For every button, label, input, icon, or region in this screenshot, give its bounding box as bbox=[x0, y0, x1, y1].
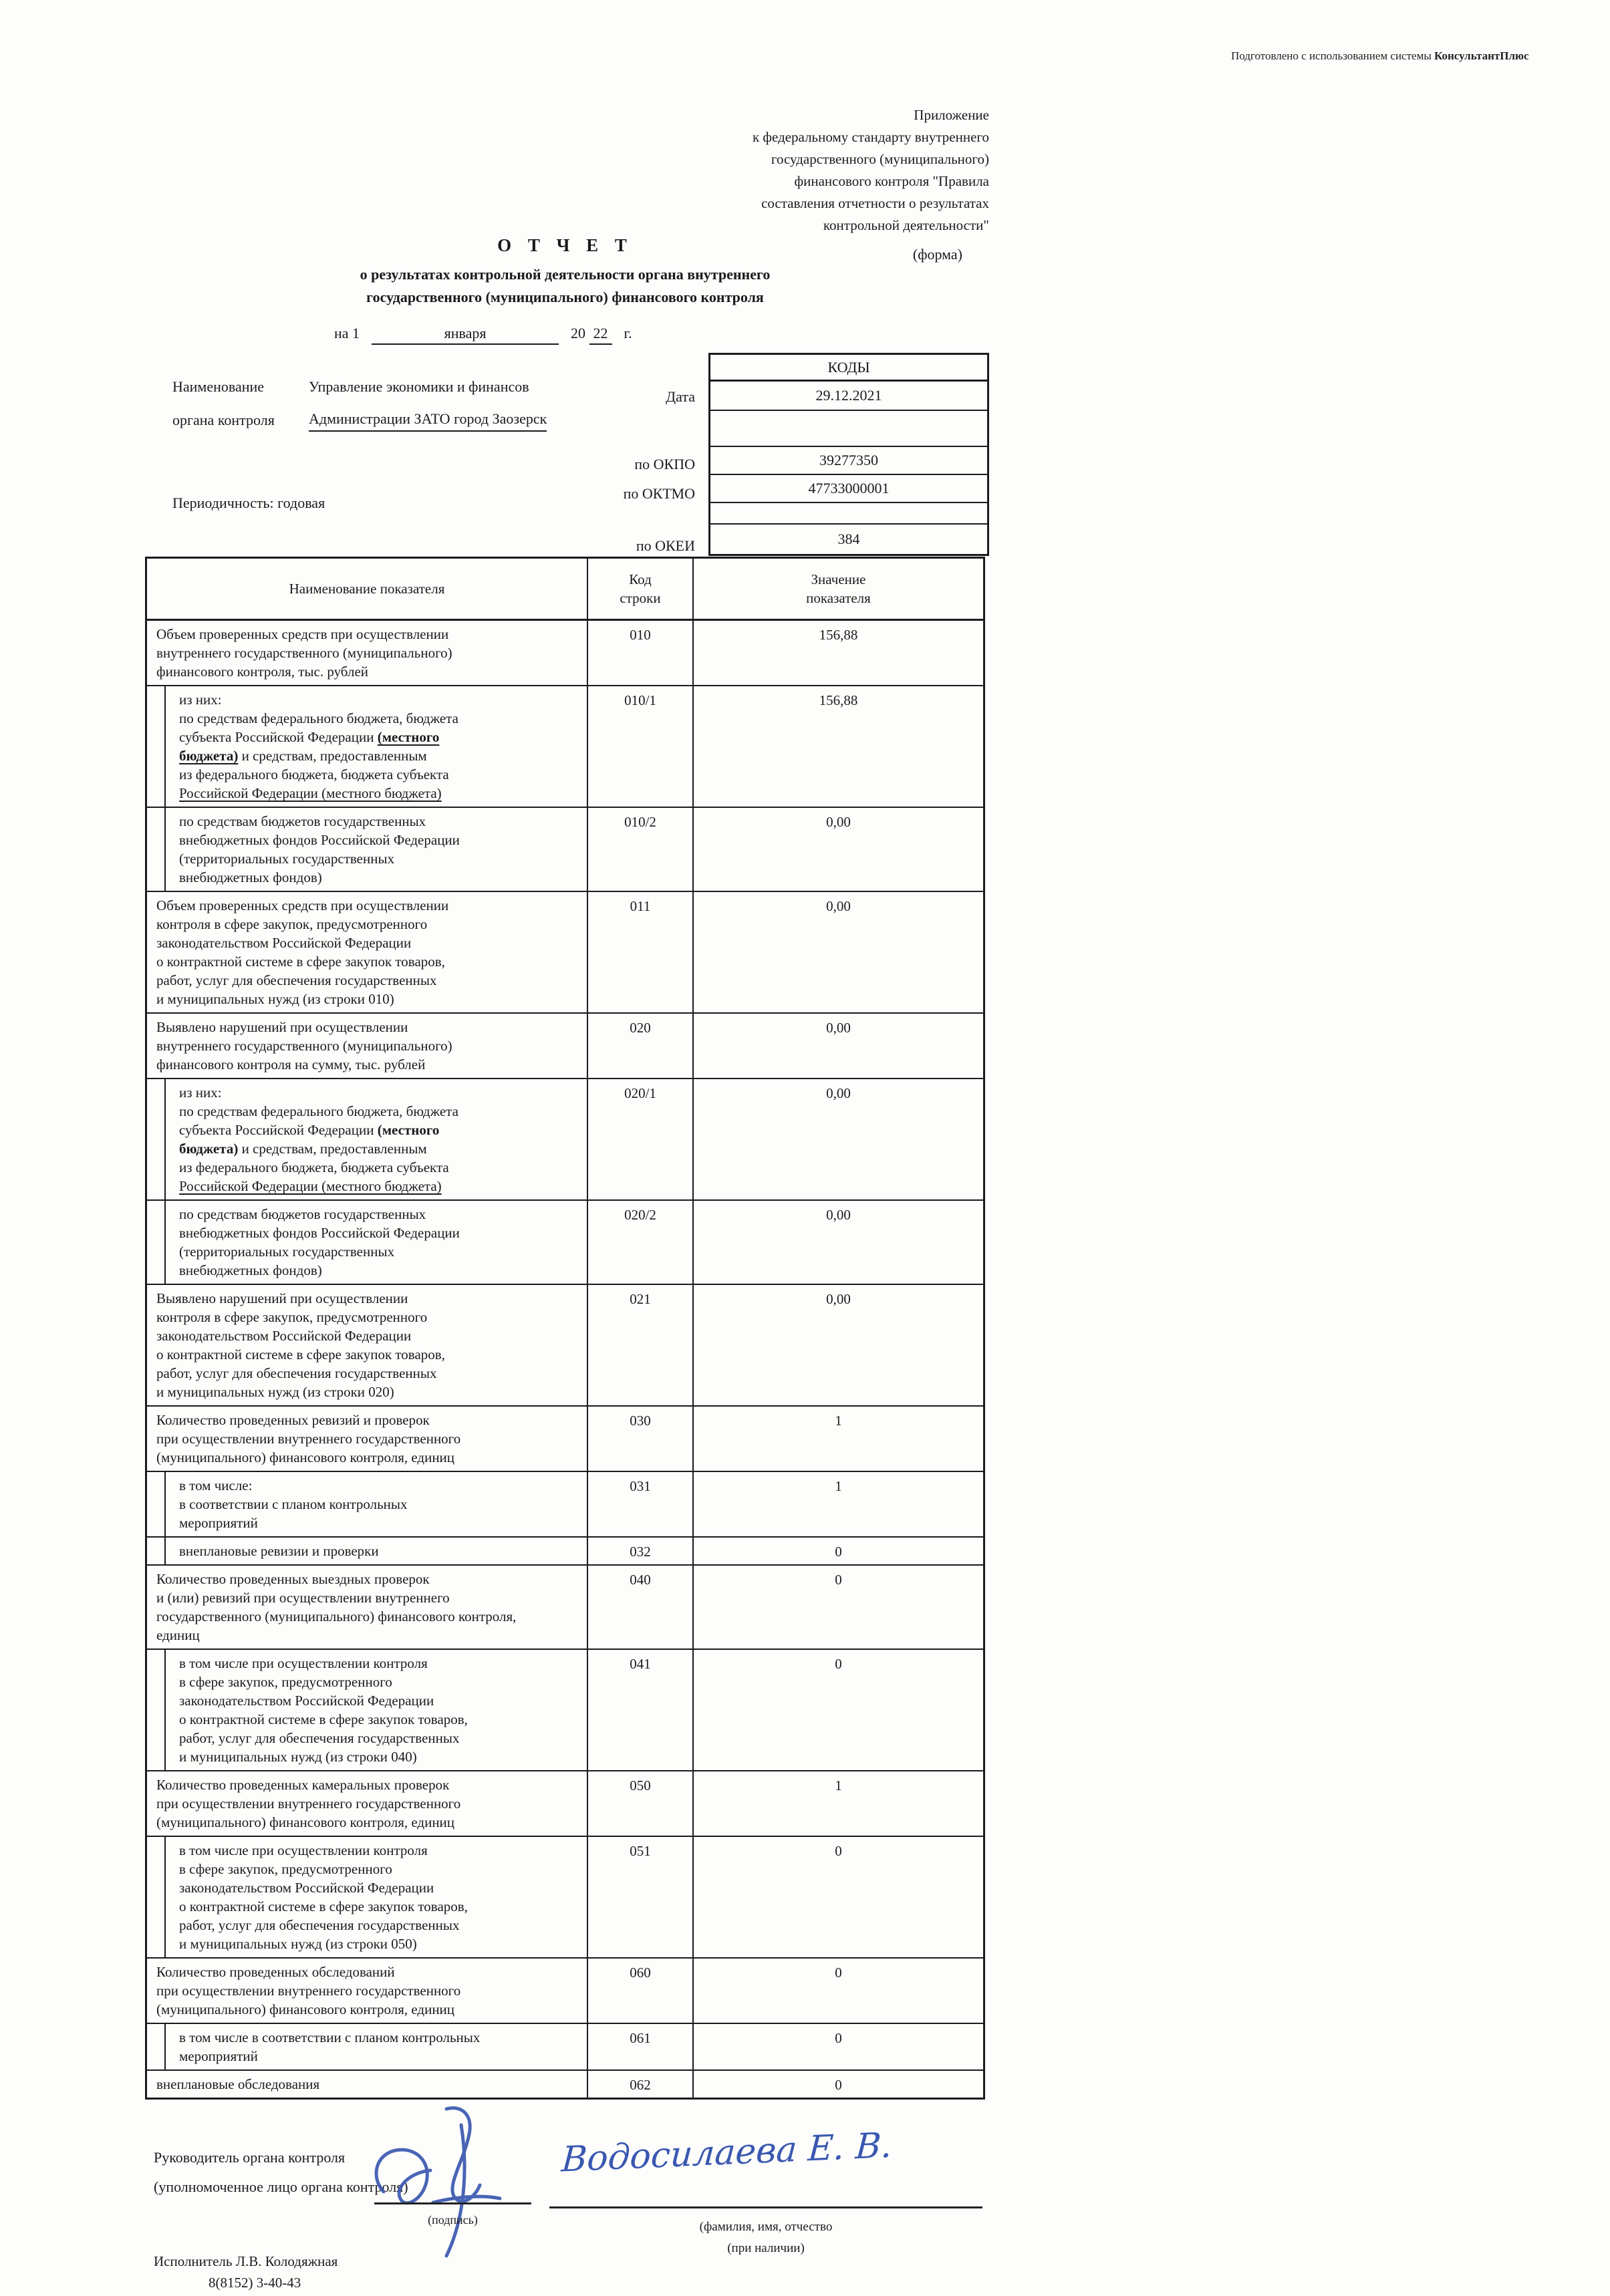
periodicity-label: Периодичность: годовая bbox=[172, 494, 325, 511]
row-value: 0,00 bbox=[692, 892, 983, 1012]
signatory-role-line1: Руководитель органа контроля bbox=[154, 2149, 346, 2166]
row-code: 041 bbox=[587, 1650, 692, 1770]
table-body bbox=[147, 621, 983, 2098]
codes-row-label: Дата bbox=[666, 388, 695, 405]
report-title: О Т Ч Е Т bbox=[497, 235, 633, 255]
indicator-name: Объем проверенных средств при осуществлении контроля в сфере закупок, предусмотренного законодательством Российской Федерации о контрактной системе в сфере закупок товаров, работ, услуг для обеспечения государственных и муниципальных нужд (из строки 010) bbox=[156, 897, 449, 1007]
executor-phone: 8(8152) 3-40-43 bbox=[209, 2275, 301, 2291]
row-value: 1 bbox=[692, 1407, 983, 1471]
row-value: 0 bbox=[692, 2071, 983, 2098]
indicator-name: по средствам бюджетов государственных внебюджетных фондов Российской Федерации (территориальных государственных внебюджетных фондов) bbox=[147, 1201, 587, 1284]
table-row bbox=[147, 1957, 983, 2023]
row-code: 032 bbox=[587, 1538, 692, 1564]
table-row bbox=[147, 807, 983, 891]
table-row bbox=[147, 1199, 983, 1284]
report-subtitle-line1: о результатах контрольной деятельности органа внутреннего bbox=[360, 266, 771, 283]
table-row bbox=[147, 1836, 983, 1957]
row-value: 0,00 bbox=[692, 1079, 983, 1199]
date-year: 22 bbox=[589, 325, 612, 345]
codes-row-label: по ОКЕИ bbox=[636, 537, 695, 554]
appendix-note bbox=[615, 104, 989, 237]
codes-row-value: 39277350 bbox=[710, 447, 987, 475]
indicator-name: внеплановые обследования bbox=[156, 2076, 320, 2092]
row-value: 0,00 bbox=[692, 1201, 983, 1284]
indicator-name: в том числе при осуществлении контроля в сфере закупок, предусмотренного законодательством Российской Федерации о контрактной системе в сфере закупок товаров, работ, услуг для обеспечения государственных и муниципальных нужд (из строки 040) bbox=[147, 1650, 587, 1770]
codes-row-label bbox=[561, 509, 702, 531]
indicator-name: внеплановые ревизии и проверки bbox=[147, 1538, 587, 1564]
table-row bbox=[147, 1284, 983, 1405]
indicator-name: в том числе при осуществлении контроля в сфере закупок, предусмотренного законодательством Российской Федерации о контрактной системе в сфере закупок товаров, работ, услуг для обеспечения государственных и муниципальных нужд (из строки 050) bbox=[147, 1837, 587, 1957]
row-code: 060 bbox=[587, 1959, 692, 2023]
full-name-line bbox=[549, 2206, 982, 2208]
signatory-role-line2: (уполномоченное лицо органа контроля) bbox=[154, 2178, 408, 2195]
indicator-name: в том числе в соответствии с планом контрольных мероприятий bbox=[147, 2024, 587, 2069]
date-prefix: на 1 bbox=[334, 325, 360, 341]
row-code: 050 bbox=[587, 1771, 692, 1836]
table-row bbox=[147, 1471, 983, 1536]
table-row bbox=[147, 2069, 983, 2098]
signature-line bbox=[374, 2202, 531, 2204]
codes-row-label: по ОКПО bbox=[634, 456, 695, 472]
credit-brand: КонсультантПлюс bbox=[1434, 49, 1529, 62]
appendix-line: контрольной деятельности" bbox=[823, 217, 989, 233]
row-code: 010/1 bbox=[587, 686, 692, 807]
table-row bbox=[147, 621, 983, 685]
appendix-line: государственного (муниципального) bbox=[771, 151, 989, 167]
table-row bbox=[147, 2023, 983, 2069]
org-name-value-line2: Администрации ЗАТО город Заозерск bbox=[309, 410, 547, 432]
codes-row-value bbox=[710, 411, 987, 447]
row-value: 0 bbox=[692, 1959, 983, 2023]
row-code: 011 bbox=[587, 892, 692, 1012]
signature-caption: (подпись) bbox=[428, 2213, 478, 2227]
codes-box-header: КОДЫ bbox=[710, 355, 987, 382]
indicator-name: Выявлено нарушений при осуществлении контроля в сфере закупок, предусмотренного законодательством Российской Федерации о контрактной системе в сфере закупок товаров, работ, услуг для обеспечения государственных и муниципальных нужд (из строки 020) bbox=[156, 1290, 445, 1400]
row-code: 031 bbox=[587, 1472, 692, 1536]
row-code: 021 bbox=[587, 1285, 692, 1405]
row-value: 0,00 bbox=[692, 1285, 983, 1405]
column-header-value: Значение показателя bbox=[692, 559, 983, 619]
codes-row-value: 384 bbox=[837, 531, 860, 547]
codes-row-label: по ОКТМО bbox=[623, 485, 695, 502]
table-row bbox=[147, 685, 983, 807]
codes-box bbox=[708, 353, 989, 556]
column-header-name: Наименование показателя bbox=[289, 581, 445, 597]
full-name-caption-line1: (фамилия, имя, отчество bbox=[699, 2220, 833, 2234]
indicator-name: из них: по средствам федерального бюджета, бюджета субъекта Российской Федерации (местного бюджета) и средствам, предоставленным из федерального бюджета, бюджета субъекта Российской Федерации (местного бюджета) bbox=[147, 1079, 587, 1199]
row-code: 020 bbox=[587, 1014, 692, 1078]
indicator-name: Выявлено нарушений при осуществлении внутреннего государственного (муниципального) финансового контроля на сумму, тыс. рублей bbox=[156, 1019, 452, 1072]
row-value: 1 bbox=[692, 1771, 983, 1836]
report-subtitle-line2: государственного (муниципального) финансового контроля bbox=[366, 289, 764, 305]
codes-row-value bbox=[710, 503, 987, 525]
full-name-caption-line2: (при наличии) bbox=[727, 2241, 805, 2255]
org-name-value-line1: Управление экономики и финансов bbox=[309, 378, 529, 395]
row-code: 020/2 bbox=[587, 1201, 692, 1284]
row-code: 040 bbox=[587, 1566, 692, 1648]
indicator-name: Объем проверенных средств при осуществлении внутреннего государственного (муниципального) финансового контроля, тыс. рублей bbox=[156, 626, 452, 680]
table-row bbox=[147, 1012, 983, 1078]
form-label: (форма) bbox=[912, 246, 962, 263]
codes-row-value: 47733000001 bbox=[710, 475, 987, 503]
appendix-line: к федеральному стандарту внутреннего bbox=[752, 129, 989, 145]
row-code: 010/2 bbox=[587, 808, 692, 891]
handwritten-signatory-name: Водосилаева Е. В. bbox=[560, 2125, 894, 2180]
credit-prefix: Подготовлено с использованием системы bbox=[1231, 49, 1434, 62]
indicator-name: Количество проведенных ревизий и проверок при осуществлении внутреннего государственного (муниципального) финансового контроля, единиц bbox=[156, 1412, 461, 1465]
table-row bbox=[147, 891, 983, 1012]
appendix-line: финансового контроля "Правила bbox=[794, 173, 989, 189]
row-value: 0 bbox=[692, 1837, 983, 1957]
table-header-row bbox=[147, 559, 983, 621]
codes-box-rows bbox=[710, 382, 987, 554]
row-code: 020/1 bbox=[587, 1079, 692, 1199]
row-code: 030 bbox=[587, 1407, 692, 1471]
report-date-line bbox=[334, 325, 632, 345]
row-code: 061 bbox=[587, 2024, 692, 2069]
indicator-name: в том числе: в соответствии с планом контрольных мероприятий bbox=[147, 1472, 587, 1536]
row-value: 0 bbox=[692, 1650, 983, 1770]
row-value: 0 bbox=[692, 2024, 983, 2069]
table-row bbox=[147, 1405, 983, 1471]
appendix-line: Приложение bbox=[914, 107, 989, 123]
indicator-name: по средствам бюджетов государственных внебюджетных фондов Российской Федерации (территориальных государственных внебюджетных фондов) bbox=[147, 808, 587, 891]
codes-row-label bbox=[561, 412, 702, 450]
row-value: 1 bbox=[692, 1472, 983, 1536]
row-value: 0,00 bbox=[692, 1014, 983, 1078]
column-header-code: Код строки bbox=[587, 559, 692, 619]
handwritten-signature bbox=[361, 2085, 561, 2285]
row-code: 062 bbox=[587, 2071, 692, 2098]
table-row bbox=[147, 1536, 983, 1564]
org-name-label-line1: Наименование bbox=[172, 378, 265, 395]
row-value: 0,00 bbox=[692, 808, 983, 891]
row-value: 0 bbox=[692, 1566, 983, 1648]
indicator-name: Количество проведенных выездных проверок и (или) ревизий при осуществлении внутреннего государственного (муниципального) финансового контроля, единиц bbox=[156, 1571, 517, 1643]
table-row bbox=[147, 1078, 983, 1199]
consultant-plus-credit bbox=[1231, 49, 1579, 63]
row-value: 156,88 bbox=[692, 621, 983, 685]
date-century: 20 bbox=[571, 325, 586, 341]
indicator-name: Количество проведенных обследований при осуществлении внутреннего государственного (муниципального) финансового контроля, единиц bbox=[156, 1964, 461, 2017]
report-table bbox=[145, 557, 985, 2100]
codes-labels-column bbox=[561, 353, 702, 561]
org-name-label-line2: органа контроля bbox=[172, 412, 275, 428]
executor-name: Исполнитель Л.В. Колодяжная bbox=[154, 2253, 338, 2269]
row-code: 010 bbox=[587, 621, 692, 685]
row-code: 051 bbox=[587, 1837, 692, 1957]
codes-row-value: 29.12.2021 bbox=[710, 382, 987, 411]
date-suffix: г. bbox=[624, 325, 632, 341]
table-row bbox=[147, 1564, 983, 1648]
table-row bbox=[147, 1770, 983, 1836]
date-month: января bbox=[372, 325, 559, 345]
table-row bbox=[147, 1648, 983, 1770]
row-value: 0 bbox=[692, 1538, 983, 1564]
appendix-line: составления отчетности о результатах bbox=[761, 195, 989, 211]
indicator-name: из них: по средствам федерального бюджета, бюджета субъекта Российской Федерации (местного бюджета) и средствам, предоставленным из федерального бюджета, бюджета субъекта Российской Федерации (местного бюджета) bbox=[147, 686, 587, 807]
indicator-name: Количество проведенных камеральных проверок при осуществлении внутреннего государственного (муниципального) финансового контроля, единиц bbox=[156, 1777, 461, 1830]
row-value: 156,88 bbox=[692, 686, 983, 807]
